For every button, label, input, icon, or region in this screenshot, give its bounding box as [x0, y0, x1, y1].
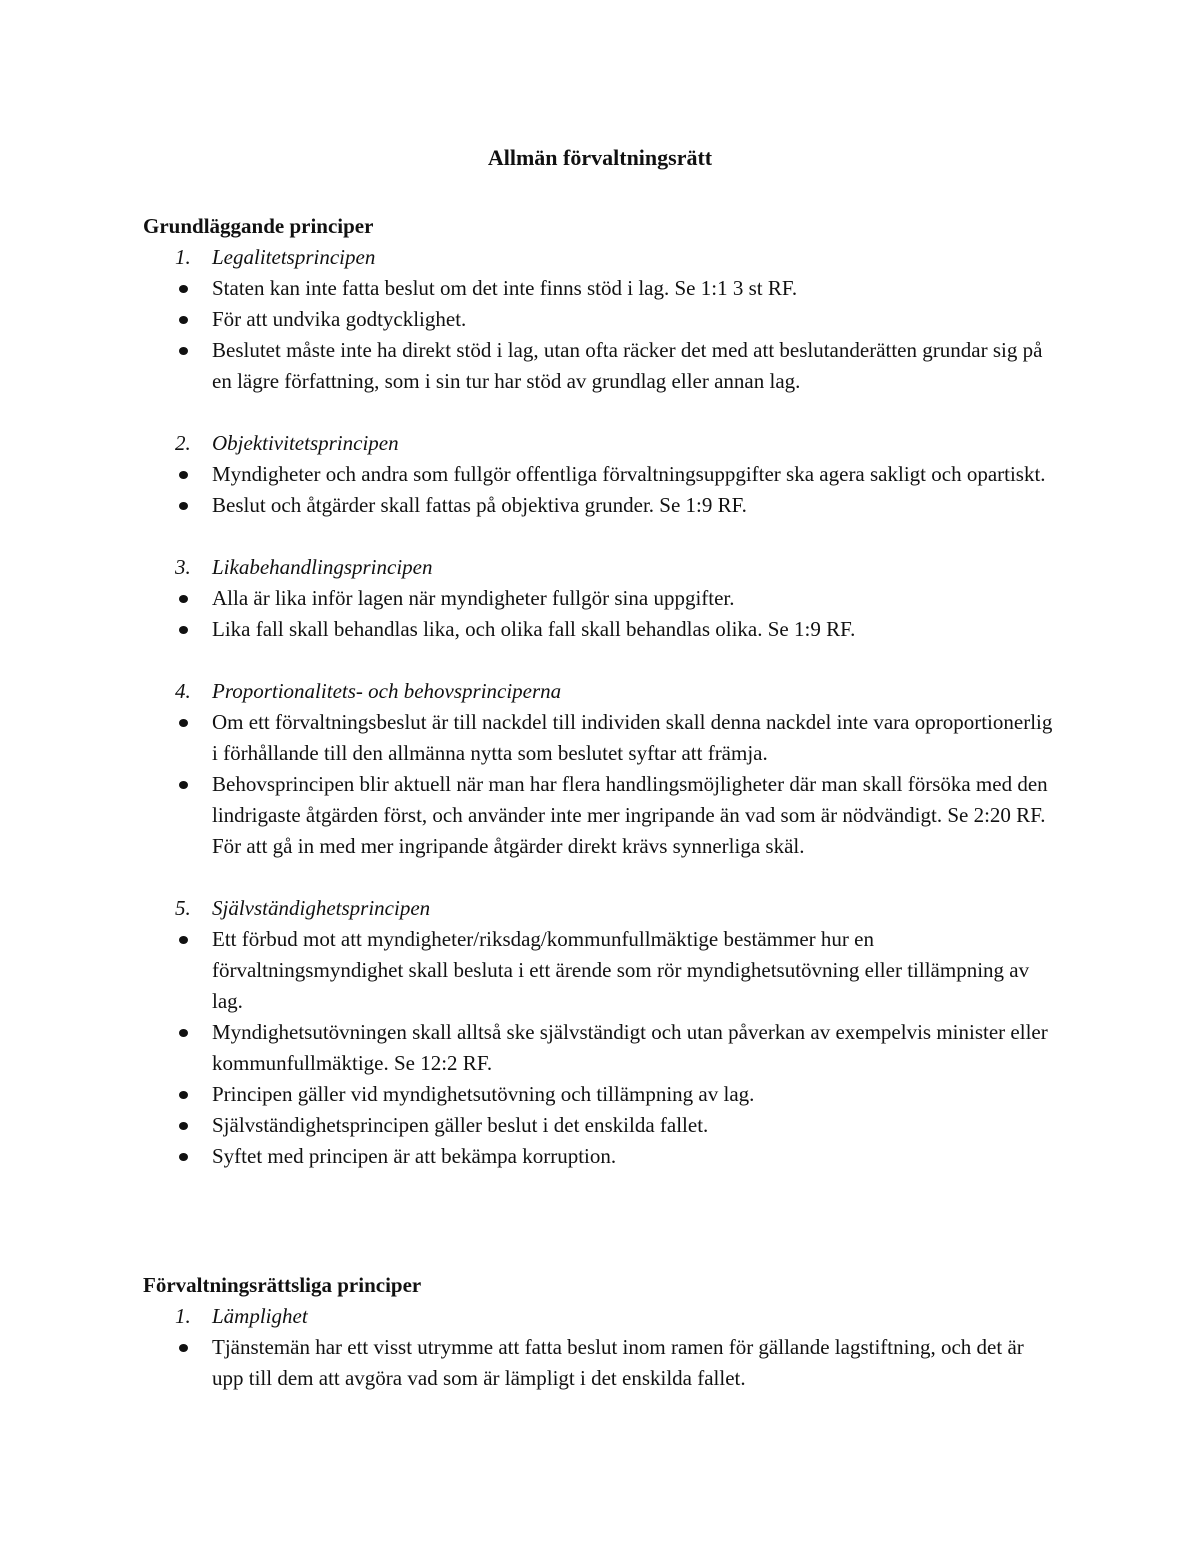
- bullet-icon: [179, 719, 188, 727]
- bullet-icon: [179, 1122, 188, 1130]
- list-item-text: Självständighetsprincipen gäller beslut i det enskilda fallet.: [212, 1113, 709, 1137]
- list-item-text: För att undvika godtycklighet.: [212, 307, 467, 331]
- principle-likabehandling: [143, 552, 1063, 645]
- principle-title: [143, 552, 1063, 583]
- list-item: [143, 335, 1063, 397]
- bullet-icon: [179, 285, 188, 293]
- principle-title-text: Självständighetsprincipen: [212, 896, 431, 920]
- list-item: [143, 304, 1063, 335]
- principle-proportionalitet: [143, 676, 1063, 862]
- list-item-text: Beslutet måste inte ha direkt stöd i lag, utan ofta räcker det med att beslutanderätten grundar sig på en lägre författning, som i sin tur har stöd av grundlag eller annan lag.: [212, 338, 1043, 393]
- principle-title: [143, 1301, 1063, 1332]
- bullet-icon: [179, 1153, 188, 1161]
- bullet-list: [143, 707, 1063, 862]
- list-item: [143, 1141, 1063, 1172]
- bullet-icon: [179, 781, 188, 789]
- list-item-text: Staten kan inte fatta beslut om det inte finns stöd i lag. Se 1:1 3 st RF.: [212, 276, 798, 300]
- list-item: [143, 614, 1063, 645]
- principle-title-text: Proportionalitets- och behovsprinciperna: [212, 679, 562, 703]
- list-item: [143, 459, 1063, 490]
- principle-number: 1.: [175, 1304, 191, 1328]
- bullet-list: [143, 924, 1063, 1172]
- bullet-list: [143, 459, 1063, 521]
- principle-title-text: Likabehandlingsprincipen: [212, 555, 433, 579]
- principle-title: [143, 893, 1063, 924]
- principle-number: 3.: [175, 555, 191, 579]
- list-item-text: Myndighetsutövningen skall alltså ske självständigt och utan påverkan av exempelvis minister eller kommunfullmäktige. Se 12:2 RF.: [212, 1020, 1048, 1075]
- list-item: [143, 707, 1063, 769]
- bullet-icon: [179, 471, 188, 479]
- principle-sjalvstandighet: [143, 893, 1063, 1172]
- list-item-text: Principen gäller vid myndighetsutövning och tillämpning av lag.: [212, 1082, 755, 1106]
- list-item: [143, 1332, 1063, 1394]
- document-title: Allmän förvaltningsrätt: [487, 145, 713, 170]
- principle-number: 1.: [175, 245, 191, 269]
- bullet-icon: [179, 936, 188, 944]
- list-item: [143, 273, 1063, 304]
- list-item-text: Tjänstemän har ett visst utrymme att fatta beslut inom ramen för gällande lagstiftning, och det är upp till dem att avgöra vad som är lämpligt i det enskilda fallet.: [212, 1335, 1024, 1390]
- list-item-text: Syftet med principen är att bekämpa korruption.: [212, 1144, 617, 1168]
- principle-title-text: Legalitetsprincipen: [212, 245, 376, 269]
- principle-number: 4.: [175, 679, 191, 703]
- principle-objektivitet: [143, 428, 1063, 521]
- list-item: [143, 924, 1063, 1017]
- bullet-icon: [179, 347, 188, 355]
- principle-lamplighet: [143, 1301, 1063, 1394]
- principle-title-text: Objektivitetsprincipen: [212, 431, 399, 455]
- principle-number: 5.: [175, 896, 191, 920]
- list-item: [143, 583, 1063, 614]
- bullet-list: [143, 583, 1063, 645]
- list-item: [143, 1079, 1063, 1110]
- section-heading: Grundläggande principer: [143, 214, 374, 238]
- list-item-text: Lika fall skall behandlas lika, och olika fall skall behandlas olika. Se 1:9 RF.: [212, 617, 856, 641]
- principle-title: [143, 676, 1063, 707]
- list-item: [143, 490, 1063, 521]
- bullet-icon: [179, 1091, 188, 1099]
- principle-legalitet: [143, 242, 1063, 397]
- principle-title-text: Lämplighet: [212, 1304, 308, 1328]
- bullet-icon: [179, 595, 188, 603]
- bullet-list: [143, 273, 1063, 397]
- list-item: [143, 769, 1063, 862]
- principle-title: [143, 242, 1063, 273]
- bullet-list: [143, 1332, 1063, 1394]
- principle-number: 2.: [175, 431, 191, 455]
- list-item: [143, 1110, 1063, 1141]
- list-item-text: Behovsprincipen blir aktuell när man har flera handlingsmöjligheter där man skall försöka med den lindrigaste åtgärden först, och använder inte mer ingripande än vad som är nödvändigt. Se 2:20 RF. För att gå in med mer ingripande åtgärder direkt krävs synnerliga skäl.: [212, 772, 1048, 858]
- bullet-icon: [179, 626, 188, 634]
- list-item-text: Myndigheter och andra som fullgör offentliga förvaltningsuppgifter ska agera sakligt och opartiskt.: [212, 462, 1046, 486]
- bullet-icon: [179, 1344, 188, 1352]
- bullet-icon: [179, 502, 188, 510]
- section-heading: Förvaltningsrättsliga principer: [143, 1273, 422, 1297]
- section-forvaltningsrattsliga-principer: [143, 1270, 1063, 1394]
- list-item-text: Beslut och åtgärder skall fattas på objektiva grunder. Se 1:9 RF.: [212, 493, 747, 517]
- section-grundlaggande-principer: [143, 211, 1063, 1172]
- list-item-text: Ett förbud mot att myndigheter/riksdag/kommunfullmäktige bestämmer hur en förvaltningsmyndighet skall besluta i ett ärende som rör myndighetsutövning eller tillämpning av lag.: [212, 927, 1030, 1013]
- list-item: [143, 1017, 1063, 1079]
- list-item-text: Om ett förvaltningsbeslut är till nackdel till individen skall denna nackdel inte vara oproportionerlig i förhållande till den allmänna nytta som beslutet syftar att främja.: [212, 710, 1053, 765]
- list-item-text: Alla är lika inför lagen när myndigheter fullgör sina uppgifter.: [212, 586, 735, 610]
- bullet-icon: [179, 316, 188, 324]
- bullet-icon: [179, 1029, 188, 1037]
- principle-title: [143, 428, 1063, 459]
